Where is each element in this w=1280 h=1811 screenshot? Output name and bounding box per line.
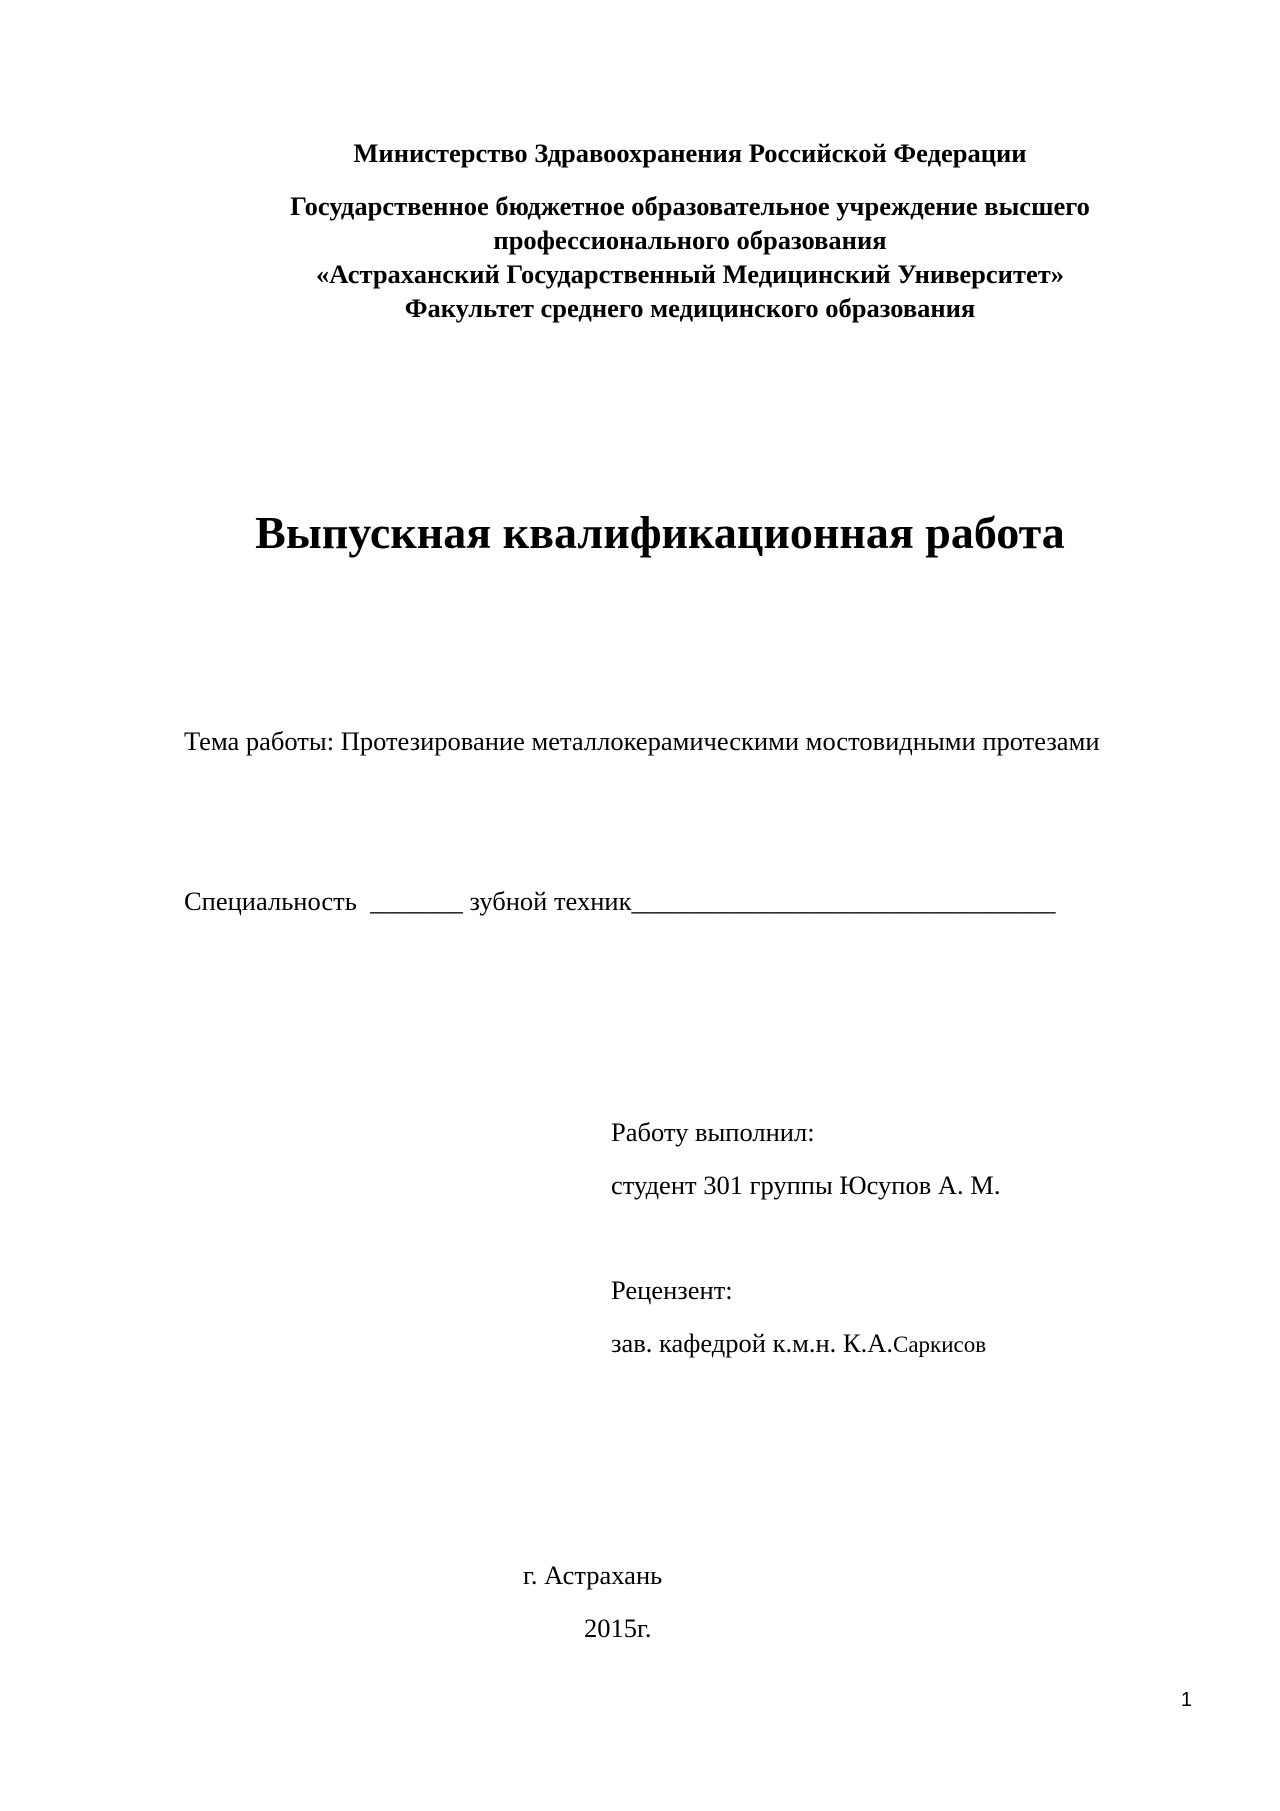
university-name: «Астраханский Государственный Медицинский Университет»	[315, 259, 1065, 289]
signature-spacer	[611, 1221, 1000, 1273]
author-details: студент 301 группы Юсупов А. М.	[611, 1170, 1001, 1200]
reviewer-label: Рецензент:	[611, 1275, 733, 1305]
topic-text: Протезирование металлокерамическими мостовидными протезами	[340, 726, 1100, 756]
author-label: Работу выполнил:	[611, 1117, 815, 1147]
ministry-name: Министерство Здравоохранения Российской Федерации	[353, 138, 1027, 168]
specialty-label: Специальность	[184, 886, 357, 916]
ministry-heading	[140, 136, 1240, 170]
specialty-prefix-blank: _______	[370, 886, 463, 916]
specialty-line	[184, 884, 1055, 918]
specialty-suffix-blank: ________________________________	[631, 886, 1056, 916]
reviewer-details	[611, 1326, 1000, 1379]
reviewer-position: зав. кафедрой к.м.н. К.А.	[611, 1328, 893, 1358]
topic-label: Тема работы:	[184, 726, 335, 756]
year: 2015г.	[584, 1613, 652, 1643]
specialty-value: зубной техник	[469, 886, 632, 916]
document-title: Выпускная квалификационная работа	[255, 507, 1065, 558]
faculty-name: Факультет среднего медицинского образования	[404, 293, 976, 323]
city: г. Астрахань	[523, 1560, 663, 1590]
institution-heading	[140, 189, 1240, 325]
reviewer-surname: Саркисов	[893, 1332, 987, 1357]
signature-block	[611, 1115, 1000, 1379]
institution-line-1: Государственное бюджетное образовательное учреждение высшего	[290, 191, 1090, 221]
page-number: 1	[1180, 1689, 1192, 1711]
work-topic	[184, 722, 1134, 761]
institution-line-2: профессионального образования	[493, 225, 887, 255]
